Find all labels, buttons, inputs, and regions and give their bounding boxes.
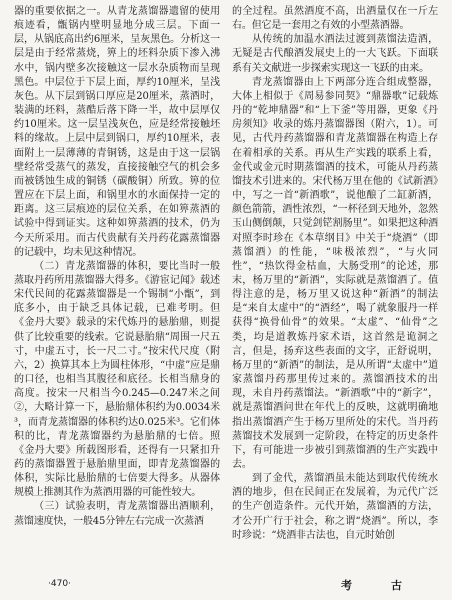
paragraph: 从传统的加温水酒法过渡到蒸馏法造酒，无疑是古代酿酒发展史上的一大飞跃。下面联系有关文献进一步探索实现这一飞跃的由来。 xyxy=(232,34,438,74)
page-number: ·470· xyxy=(48,579,71,589)
left-column xyxy=(14,5,220,579)
paragraph: （三）试验表明，青龙蒸馏器出酒顺利，蒸馏速度快，一般45分钟左右完成一次蒸酒 xyxy=(14,501,220,527)
page-footer xyxy=(0,577,452,597)
journal-title: 考 古 xyxy=(341,579,416,592)
paragraph: 到了金代，蒸馏酒虽未能达到取代传统水酒的地步，但在民间正在发展着，为元代广泛的生产创造条件。元代开始，蒸馏酒的方法，才公开广行于社会，称之谓“烧酒”。所以，李时珍说：“烧酒非古法也，自元时始创 xyxy=(232,473,438,541)
paragraph: 的全过程。虽然酒度不高，出酒量仅在一斤左右。但它是一套用之有效的小型蒸酒器。 xyxy=(232,6,438,32)
right-column xyxy=(232,5,438,579)
paragraph: 青龙蒸馏器由上下两部分连合组成整器，大体上相似于《周易参同契》“鼎器歌”记载炼丹的“乾坤鼎器”和“上下釜”等用器，更象《丹房须知》收录的炼丹蒸馏器图（附六，1）。可见，古代丹药蒸馏器和青龙蒸馏器在构造上存在着相承的关系。再从生产实践的联系上看，金代或金元时期蒸馏酒的技术，可能从丹药蒸馏技术引进来的。宋代杨万里在他的《试新酒》中，写之一首“新酒歌”，说他酿了二缸新酒，颜色箭箭，酒性浓烈，“一杯径到天地外，忽然玉山侧倒颠，只觉剑铓割肠里”。如果把这种酒对照李时珍在《本草纲目》中关于“烧酒”（即蒸馏酒）的性能，“味极浓烈”，“与火同性”，“热饮得金枯血，大肠受刑”的论述，那末，杨万里的“新酒”，实际就是蒸馏酒了。值得注意的是，杨万里又说这种“新酒”的制法是“来自太虚中”的“酒经”，喝了就象服丹一样获得“换骨仙骨”的效果。“太虚”、“仙骨”之类，均是道教炼丹家术语，这首然是诡洞之言，但是，扬弃这些表面的文字，正舒说明，杨万里的“新酒”的制法，是从所谓“太虚中”道家蒸馏丹药那里传过来的。蒸馏酒技术的出现，未自丹药蒸馏法。“新酒歌”中的“新字”，就是蒸馏酒问世在年代上的反映，这就明确地指出蒸馏酒产生于杨万里所处的宋代。当丹药蒸馏技术发展到一定阶段，在特定的历史条件下，有可能进一步被引到蒸馏酒的生产实践中去。 xyxy=(232,76,438,470)
paragraph: 器的重要依据之一。从青龙蒸馏器遗留的使用痕迹看，甑锅内壁明显地分成三层。下面一层，从锅底高出约6厘米，呈灰黑色。分析这一层是由于经常蒸烧，箅上的坯料杂质下渗入沸水中，锅内壁多次接触这一层水杂质物而呈现黑色。中层位于下层上面，厚约10厘米，呈浅灰色。从下层到锅口厚应是20厘米，蒸酒时，装满的坯料，蒸酷后落下降一半，故中层厚仅约10厘米。这一层呈浅灰色，应是经常接触坯料的缘故。上层中层到锅口，厚约10厘米，表面附上一层薄薄的青铜锈，这是由于这一层锅壁经常受蒸气的蒸发，直接接触空气的机会多而被锈蚀生成的铜锈（碳酸铜）所致。箅的位置应在下层上面，和锅里水的水面保持一定的距离。这三层痕迹的层位关系，在如箅蒸酒的试验中得到证实。这种如箅蒸酒的技术，仍为今天所采用。而古代贵献有关丹药花露蒸馏器的记载中，均未见这种情况。 xyxy=(14,6,220,258)
paragraph: （二）青龙蒸馏器的体积，要比当时一般蒸取丹药所用蒸馏器大得多。《游宦记闻》载述宋代民间的花露蒸馏器是一个锡制“小甑”，到底多小，由于缺乏具体记载，已难考明。但《金丹大要》载录的宋代炼丹的悬胎鼎，则提供了比较重要的线索。它说悬胎鼎“周围一尺五寸，中虚五寸，长一尺二寸。”按宋代尺度（附六，2）换算其本上为圆柱体形，“中虚”应是鼎的口径，也相当其腹径和底径。长相当鼎身的高度。按宋一尺相当今0.245—0.247米之间②，大略计算一下，悬胎鼎体积约为0.0034米³，而青龙蒸馏器的体积约达0.025米³。它们体积的比，青龙蒸馏器约为悬胎鼎的七倍。照《金丹大要》所载图形看，还得有一只紧扣升药的蒸馏器置于悬胎鼎里面，即青龙蒸馏器的体积，实际比悬胎鼎的七倍要大得多。从器体规模上推测其作为蒸酒用器的可能性较大。 xyxy=(14,260,220,499)
